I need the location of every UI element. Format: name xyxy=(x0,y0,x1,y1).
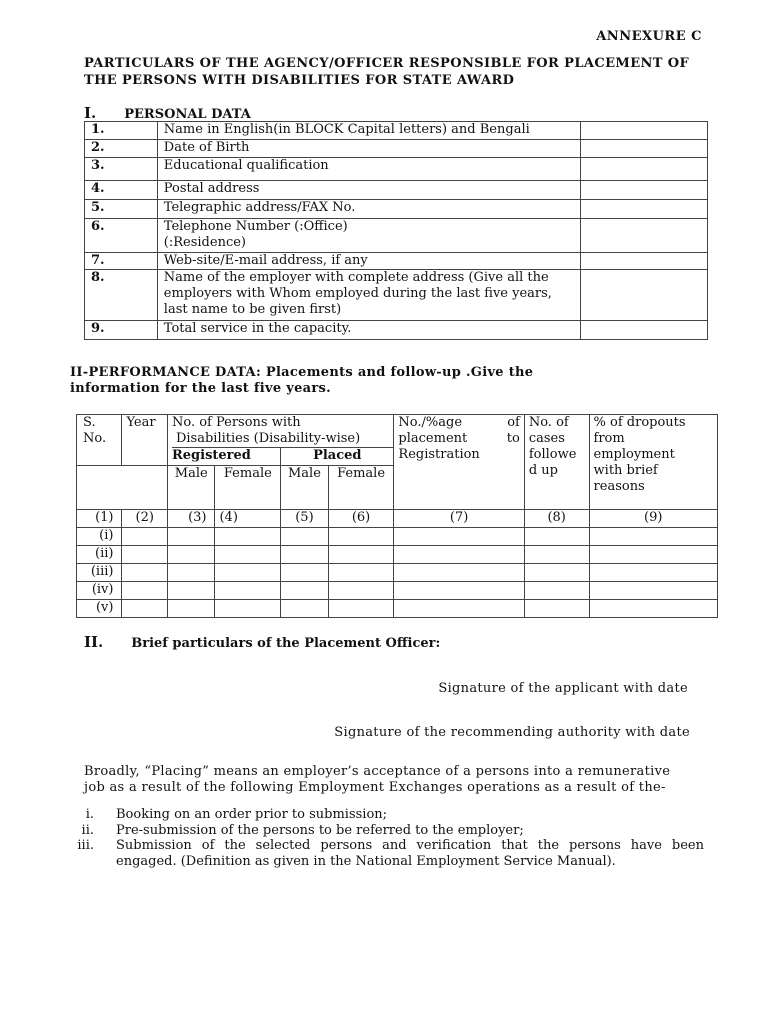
section-number: II. xyxy=(84,633,104,651)
data-cell[interactable] xyxy=(167,563,215,581)
index-cell: (1) xyxy=(77,509,122,527)
data-cell[interactable] xyxy=(167,599,215,617)
header-text: Disabilities (Disability-wise) xyxy=(172,431,393,448)
header-line xyxy=(398,431,519,447)
data-cell[interactable] xyxy=(122,599,167,617)
data-cell[interactable] xyxy=(524,545,589,563)
data-cell[interactable] xyxy=(215,599,281,617)
data-cell[interactable] xyxy=(281,581,329,599)
list-text xyxy=(116,838,704,870)
row-value-cell[interactable] xyxy=(581,219,708,253)
data-cell[interactable] xyxy=(394,581,524,599)
header-text: to xyxy=(506,431,520,446)
row-value-cell[interactable] xyxy=(581,158,708,181)
header-text: No./%age xyxy=(398,415,463,430)
header-line xyxy=(398,415,519,431)
index-cell: (4) xyxy=(215,509,281,527)
list-number: i. xyxy=(85,807,94,822)
data-cell[interactable] xyxy=(589,599,717,617)
data-cell[interactable] xyxy=(215,581,281,599)
header-text: followe xyxy=(528,447,577,462)
section-title: PERSONAL DATA xyxy=(124,107,251,122)
data-cell[interactable] xyxy=(524,581,589,599)
row-label: Total service in the capacity. xyxy=(157,321,581,340)
row-label xyxy=(157,270,581,321)
data-cell[interactable] xyxy=(328,545,394,563)
index-cell: (6) xyxy=(328,509,394,527)
section-placement-officer-heading xyxy=(84,633,440,651)
performance-table xyxy=(76,414,718,618)
row-label-line: last name to be given first) xyxy=(163,302,342,317)
list-text: Booking on an order prior to submission; xyxy=(116,807,388,822)
row-number: 9. xyxy=(85,321,158,340)
col-header-male: Male xyxy=(281,465,329,509)
data-cell[interactable] xyxy=(122,581,167,599)
index-cell: (5) xyxy=(281,509,329,527)
table-row xyxy=(77,527,718,545)
data-cell[interactable] xyxy=(589,581,717,599)
col-header-female: Female xyxy=(215,465,281,509)
data-cell[interactable] xyxy=(122,527,167,545)
table-row xyxy=(77,599,718,617)
col-header-dropouts xyxy=(589,415,717,510)
data-cell[interactable] xyxy=(215,527,281,545)
data-cell[interactable] xyxy=(215,545,281,563)
header-text: employment xyxy=(593,447,675,462)
list-text-line: engaged. (Definition as given in the National Employment Service Manual). xyxy=(116,854,616,869)
performance-data-heading xyxy=(70,365,550,397)
data-cell[interactable] xyxy=(589,527,717,545)
data-cell[interactable] xyxy=(524,599,589,617)
data-cell[interactable] xyxy=(281,527,329,545)
col-header-placement-pct xyxy=(394,415,524,510)
col-header-cases xyxy=(524,415,589,510)
data-cell[interactable] xyxy=(122,563,167,581)
list-number: iii. xyxy=(77,838,94,853)
header-text: d up xyxy=(528,463,558,478)
row-label: (iii) xyxy=(77,563,122,581)
row-value-cell[interactable] xyxy=(581,140,708,158)
data-cell[interactable] xyxy=(328,563,394,581)
header-text: No. of xyxy=(528,415,569,430)
header-text: of xyxy=(507,415,520,430)
document-title: PARTICULARS OF THE AGENCY/OFFICER RESPONSIBLE FOR PLACEMENT OF THE PERSONS WITH DISABILITIES FOR STATE AWARD xyxy=(84,56,690,88)
row-value-cell[interactable] xyxy=(581,270,708,321)
data-cell[interactable] xyxy=(524,527,589,545)
data-cell[interactable] xyxy=(215,563,281,581)
data-cell[interactable] xyxy=(328,599,394,617)
header-text: S. xyxy=(83,415,96,430)
row-label: (v) xyxy=(77,599,122,617)
header-text: with brief xyxy=(593,463,658,478)
row-label-line: (:Residence) xyxy=(163,235,246,250)
section-title: Brief particulars of the Placement Officer: xyxy=(131,636,441,651)
data-cell[interactable] xyxy=(328,581,394,599)
row-label-line: Name of the employer with complete address (Give all the xyxy=(163,270,549,285)
list-text-line: Submission of the selected persons and verification that the persons have been xyxy=(116,838,704,853)
row-label: Name in English(in BLOCK Capital letters) and Bengali xyxy=(157,122,581,140)
data-cell[interactable] xyxy=(167,527,215,545)
list-text: Pre-submission of the persons to be referred to the employer; xyxy=(116,823,524,838)
row-number: 8. xyxy=(85,270,158,321)
data-cell[interactable] xyxy=(328,527,394,545)
header-text: placement xyxy=(398,431,468,446)
row-label-line: employers with Whom employed during the last five years, xyxy=(163,286,552,301)
index-cell: (2) xyxy=(122,509,167,527)
data-cell[interactable] xyxy=(394,527,524,545)
header-text: cases xyxy=(528,431,565,446)
row-label: Date of Birth xyxy=(157,140,581,158)
col-header-female: Female xyxy=(328,465,394,509)
row-value-cell[interactable] xyxy=(581,200,708,219)
placing-definition-paragraph: Broadly, “Placing” means an employer’s acceptance of a persons into a remunerative job as a result of the following Employment Exchanges operations as a result of the- xyxy=(84,764,671,795)
row-value-cell[interactable] xyxy=(581,181,708,200)
row-number: 4. xyxy=(85,181,158,200)
data-cell[interactable] xyxy=(394,563,524,581)
header-text: from xyxy=(593,431,625,446)
data-cell[interactable] xyxy=(589,545,717,563)
row-label: (iv) xyxy=(77,581,122,599)
header-text: % of dropouts xyxy=(593,415,686,430)
data-cell[interactable] xyxy=(281,563,329,581)
data-cell[interactable] xyxy=(281,545,329,563)
row-label: Educational qualification xyxy=(157,158,581,181)
annexure-label: ANNEXURE C xyxy=(596,29,702,44)
data-cell[interactable] xyxy=(394,545,524,563)
index-cell: (8) xyxy=(524,509,589,527)
row-value-cell[interactable] xyxy=(581,253,708,270)
col-header-persons xyxy=(167,415,393,449)
row-label: Web-site/E-mail address, if any xyxy=(157,253,581,270)
row-label xyxy=(157,219,581,253)
header-text: Registration xyxy=(398,447,480,462)
col-header-male: Male xyxy=(167,465,215,509)
applicant-signature-line: Signature of the applicant with date xyxy=(438,681,688,696)
col-header-sno xyxy=(77,415,122,466)
row-number: 2. xyxy=(85,140,158,158)
data-cell[interactable] xyxy=(167,545,215,563)
row-label: (ii) xyxy=(77,545,122,563)
row-label: Postal address xyxy=(157,181,581,200)
index-cell: (9) xyxy=(589,509,717,527)
table-row xyxy=(77,563,718,581)
index-cell: (3) xyxy=(167,509,215,527)
row-label: (i) xyxy=(77,527,122,545)
table-row xyxy=(77,545,718,563)
data-cell[interactable] xyxy=(167,581,215,599)
row-value-cell[interactable] xyxy=(581,321,708,340)
header-text: No. xyxy=(83,431,107,446)
col-header-spacer xyxy=(77,465,168,509)
section-number: I. xyxy=(84,104,97,122)
table-row xyxy=(77,581,718,599)
data-cell[interactable] xyxy=(281,599,329,617)
header-text: reasons xyxy=(593,479,645,494)
row-number: 6. xyxy=(85,219,158,253)
col-header-placed: Placed xyxy=(281,448,394,465)
row-label: Telegraphic address/FAX No. xyxy=(157,200,581,219)
personal-data-table xyxy=(84,121,708,340)
heading-line: information for the last five years. xyxy=(70,381,331,396)
header-text: No. of Persons with xyxy=(171,415,301,430)
row-number: 1. xyxy=(85,122,158,140)
col-header-registered: Registered xyxy=(167,448,280,465)
data-cell[interactable] xyxy=(122,545,167,563)
index-cell: (7) xyxy=(394,509,524,527)
col-header-year: Year xyxy=(122,415,167,466)
section-personal-data-heading xyxy=(84,104,251,122)
row-value-cell[interactable] xyxy=(581,122,708,140)
heading-line: II-PERFORMANCE DATA: Placements and follow-up .Give the xyxy=(70,365,534,380)
data-cell[interactable] xyxy=(589,563,717,581)
row-number: 5. xyxy=(85,200,158,219)
row-number: 7. xyxy=(85,253,158,270)
row-number: 3. xyxy=(85,158,158,181)
authority-signature-line: Signature of the recommending authority with date xyxy=(334,725,690,740)
data-cell[interactable] xyxy=(524,563,589,581)
row-label-line: Telephone Number (:Office) xyxy=(163,219,348,234)
data-cell[interactable] xyxy=(394,599,524,617)
list-number: ii. xyxy=(81,823,94,838)
